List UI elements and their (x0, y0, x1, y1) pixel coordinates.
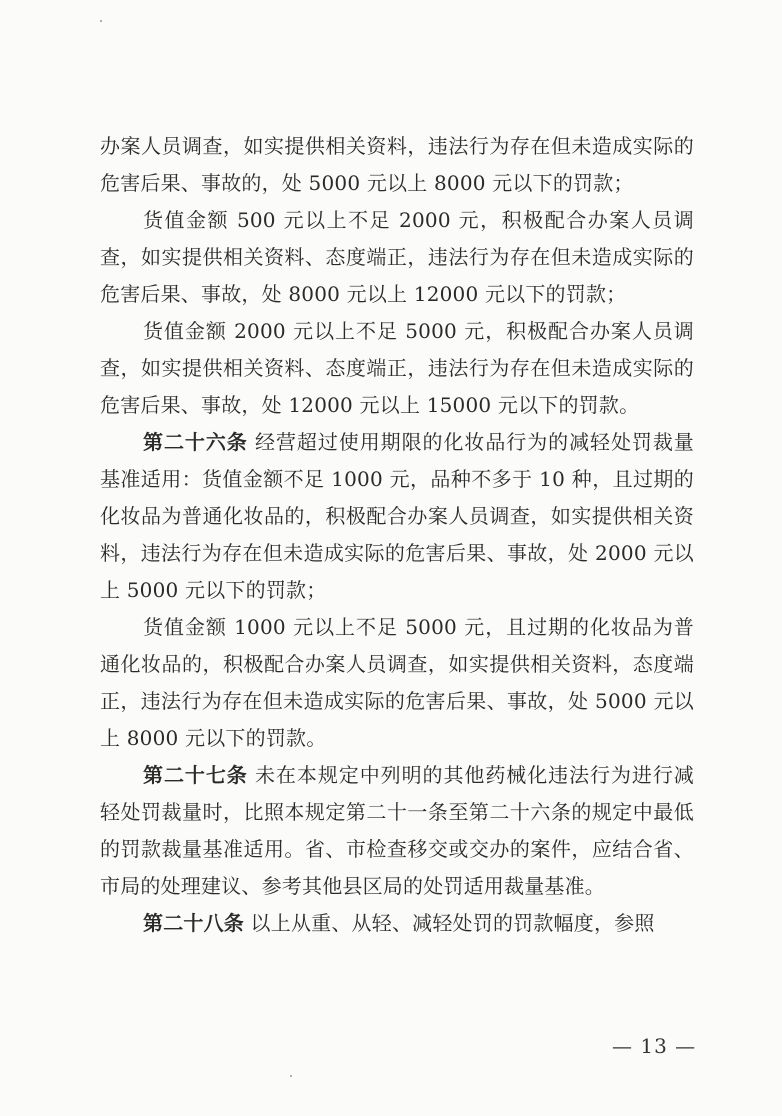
paragraph-text: 货值金额 1000 元以上不足 5000 元，且过期的化妆品为普通化妆品的，积极配合办案人员调查，如实提供相关资料，态度端正，违法行为存在但未造成实际的危害后果、事故，处 5000 元以上 8000 元以下的罚款。 (100, 615, 694, 750)
paragraph-5 (100, 609, 694, 757)
article-27 (100, 757, 694, 905)
article-heading: 第二十六条 (143, 430, 248, 454)
paragraph-1 (100, 128, 694, 202)
paragraph-text: 未在本规定中列明的其他药械化违法行为进行减轻处罚裁量时，比照本规定第二十一条至第二十六条的规定中最低的罚款裁量基准适用。省、市检查移交或交办的案件，应结合省、市局的处理建议、参考其他县区局的处罚适用裁量基准。 (100, 763, 694, 898)
paragraph-3 (100, 313, 694, 424)
scan-speck (290, 1075, 292, 1077)
paragraph-text: 货值金额 500 元以上不足 2000 元，积极配合办案人员调查，如实提供相关资料、态度端正，违法行为存在但未造成实际的危害后果、事故，处 8000 元以上 12000 元以下的罚款； (100, 208, 694, 306)
article-heading: 第二十七条 (143, 763, 248, 787)
paragraph-2 (100, 202, 694, 313)
paragraph-text: 以上从重、从轻、减轻处罚的罚款幅度，参照 (244, 911, 655, 935)
paragraph-text: 经营超过使用期限的化妆品行为的减轻处罚裁量基准适用：货值金额不足 1000 元，品种不多于 10 种，且过期的化妆品为普通化妆品的，积极配合办案人员调查，如实提供相关资料，违法行为存在但未造成实际的危害后果、事故，处 2000 元以上 5000 元以下的罚款； (100, 430, 694, 602)
scan-speck (100, 20, 102, 22)
article-28 (100, 905, 694, 942)
document-body (100, 128, 694, 942)
paragraph-text: 办案人员调查，如实提供相关资料，违法行为存在但未造成实际的危害后果、事故的，处 5000 元以上 8000 元以下的罚款； (100, 134, 694, 195)
article-heading: 第二十八条 (143, 911, 244, 935)
article-26 (100, 424, 694, 609)
page-number: — 13 — (612, 1034, 697, 1058)
paragraph-text: 货值金额 2000 元以上不足 5000 元，积极配合办案人员调查，如实提供相关资料、态度端正，违法行为存在但未造成实际的危害后果、事故，处 12000 元以上 15000 元以下的罚款。 (100, 319, 694, 417)
